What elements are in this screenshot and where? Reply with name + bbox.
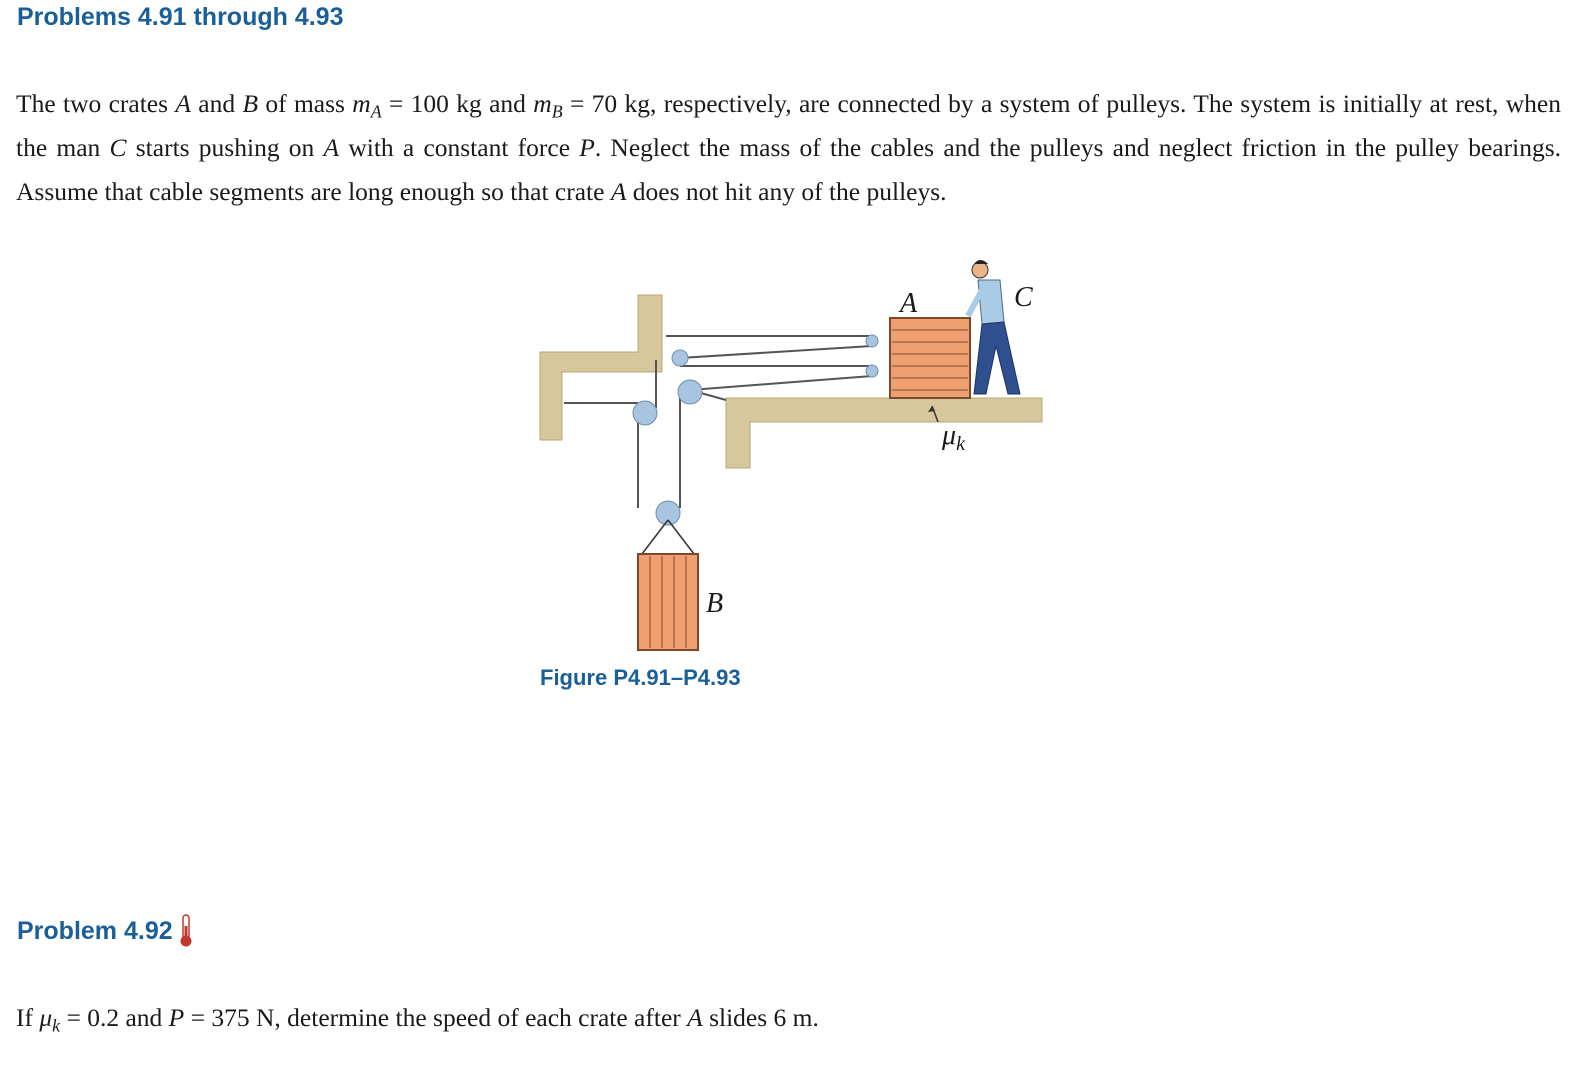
label-c: C <box>1014 282 1033 313</box>
floor-ledge <box>726 398 1042 468</box>
crate-b <box>638 520 698 650</box>
pulley-icon <box>656 501 680 525</box>
pulleys <box>633 335 878 525</box>
label-a: A <box>900 288 918 319</box>
man-c-figure <box>968 260 1020 394</box>
pulley-system-figure <box>530 250 1060 670</box>
pulley-icon <box>866 365 878 377</box>
pulley-icon <box>678 380 702 404</box>
problem-question: If $\mu_k = 0.2$ and P = 375 N, determine the speed of each crate after A slides 6 m. <box>16 1003 819 1036</box>
problem-statement: The two crates A and B of mass $m_A = 100$ kg and $m_B = 70$ kg, respectively, are connected by a system of pulleys. The system is initially at rest, when the man C starts pushing on A with a constant force P. Neglect the mass of the cables and the pulleys and neglect friction in the pulley bearings. Assume that cable segments are long enough so that crate A does not hit any of the pulleys. <box>16 89 1561 206</box>
label-mu-k: $\mu_k$ <box>942 420 965 455</box>
thermometer-icon <box>179 914 193 948</box>
figure-caption: Figure P4.91–P4.93 <box>540 665 741 690</box>
pulley-icon <box>672 350 688 366</box>
crate-a <box>890 318 970 398</box>
label-b: B <box>706 588 724 619</box>
pulley-icon <box>866 335 878 347</box>
problem-heading: Problem 4.92 <box>17 914 193 948</box>
page-title: Problems 4.91 through 4.93 <box>17 3 344 31</box>
pulley-icon <box>633 401 657 425</box>
